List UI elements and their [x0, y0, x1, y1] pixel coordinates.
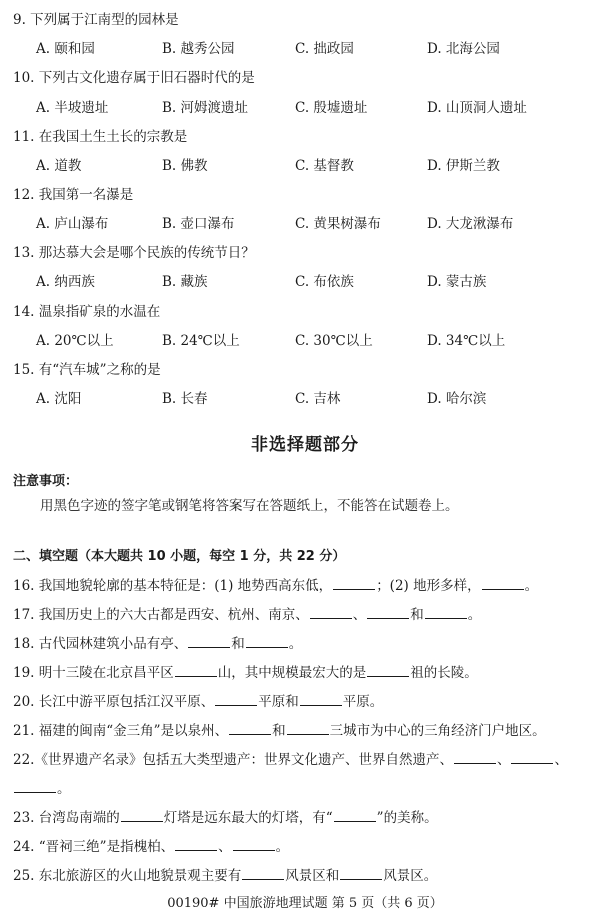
part-title: 二、填空题（本大题共 10 小题，每空 1 分，共 22 分）	[13, 549, 346, 564]
question-text: 。	[467, 607, 482, 623]
answer-blank	[300, 692, 342, 706]
options-row	[36, 99, 596, 117]
answer-blank	[188, 634, 230, 648]
option-a: A. 20℃以上	[36, 333, 114, 349]
question-text: 22.《世界遗产名录》包括五大类型遗产：世界文化遗产、世界自然遗产、	[13, 752, 453, 768]
question-text: 、	[496, 752, 511, 768]
question-21	[13, 721, 546, 740]
question-20	[13, 692, 383, 711]
question-text: 24. “晋祠三绝”是指槐柏、	[13, 839, 175, 855]
answer-blank	[287, 721, 329, 735]
option-a: A. 道教	[36, 158, 82, 174]
option-b: B. 佛教	[162, 158, 208, 174]
question-text: 21. 福建的闽南“金三角”是以泉州、	[13, 723, 229, 739]
option-a: A. 半坡遗址	[36, 100, 109, 116]
question-18	[13, 634, 302, 653]
option-b: B. 藏族	[162, 274, 208, 290]
question-text: 25. 东北旅游区的火山地貌景观主要有	[13, 868, 242, 884]
question-text: 18. 古代园林建筑小品有亭、	[13, 636, 188, 652]
answer-blank	[334, 808, 376, 822]
options-row	[36, 390, 596, 408]
answer-blank	[121, 808, 163, 822]
option-d: D. 北海公园	[427, 41, 500, 57]
question-text: 山，其中规模最宏大的是	[217, 665, 367, 681]
question-text: 、	[218, 839, 232, 855]
option-d: D. 34℃以上	[427, 333, 506, 349]
option-b: B. 24℃以上	[162, 333, 240, 349]
answer-blank	[215, 692, 257, 706]
option-b: B. 壶口瀑布	[162, 216, 235, 232]
question-text: 和	[272, 723, 286, 739]
section-title: 非选择题部分	[251, 435, 359, 455]
answer-blank	[482, 576, 524, 590]
question-text: 灯塔是远东最大的灯塔，有“	[163, 810, 333, 826]
question-text: 、	[554, 752, 568, 768]
option-c: C. 30℃以上	[295, 333, 373, 349]
question-text: ；(2) 地形多样，	[376, 578, 481, 594]
question-19	[13, 663, 478, 682]
question-text: 17. 我国历史上的六大古都是西安、杭州、南京、	[13, 607, 309, 623]
options-row	[36, 332, 596, 350]
option-b: B. 河姆渡遗址	[162, 100, 249, 116]
options-row	[36, 40, 596, 58]
question-text: 祖的长陵。	[410, 665, 478, 681]
question-text: 风景区和	[285, 868, 340, 884]
question-16	[13, 576, 538, 595]
page-footer: 00190# 中国旅游地理试题 第 5 页（共 6 页）	[167, 896, 443, 911]
question-25	[13, 866, 437, 885]
option-c: C. 基督教	[295, 158, 354, 174]
option-a: A. 沈阳	[36, 391, 82, 407]
option-c: C. 殷墟遗址	[295, 100, 368, 116]
options-row	[36, 273, 596, 291]
option-b: B. 越秀公园	[162, 41, 235, 57]
option-c: C. 吉林	[295, 391, 341, 407]
answer-blank	[233, 837, 275, 851]
question-text: 平原和	[258, 694, 299, 710]
question-text: 。	[288, 636, 303, 652]
option-a: A. 颐和园	[36, 41, 95, 57]
option-c: C. 拙政园	[295, 41, 354, 57]
answer-blank	[310, 605, 352, 619]
question-text: 。	[524, 578, 539, 594]
question-text: 20. 长江中游平原包括江汉平原、	[13, 694, 215, 710]
answer-blank	[246, 634, 288, 648]
question-22	[13, 750, 568, 769]
question-text: 。	[275, 839, 290, 855]
option-a: A. 庐山瀑布	[36, 216, 109, 232]
options-row	[36, 157, 596, 175]
question-text: 三城市为中心的三角经济门户地区。	[329, 723, 546, 739]
answer-blank	[367, 663, 409, 677]
question-text: 平原。	[342, 694, 384, 710]
option-c: C. 布依族	[295, 274, 354, 290]
question-22-cont	[13, 779, 71, 798]
answer-blank	[333, 576, 375, 590]
note-body: 用黑色字迹的签字笔或钢笔将答案写在答题纸上，不能答在试题卷上。	[40, 498, 459, 514]
note-title: 注意事项：	[13, 474, 79, 489]
question-23	[13, 808, 438, 827]
question-17	[13, 605, 481, 624]
question-stem: 9. 下列属于江南型的园林是	[13, 12, 179, 28]
question-stem: 12. 我国第一名瀑是	[13, 187, 134, 203]
question-24	[13, 837, 289, 856]
option-d: D. 山顶洞人遗址	[427, 100, 527, 116]
answer-blank	[14, 779, 56, 793]
question-stem: 10. 下列古文化遗存属于旧石器时代的是	[13, 70, 255, 86]
option-d: D. 大龙湫瀑布	[427, 216, 514, 232]
question-text: 和	[410, 607, 424, 623]
answer-blank	[175, 837, 217, 851]
option-d: D. 蒙古族	[427, 274, 487, 290]
answer-blank	[367, 605, 409, 619]
answer-blank	[229, 721, 271, 735]
question-text: ”的美称。	[376, 810, 438, 826]
question-stem: 13. 那达慕大会是哪个民族的传统节日？	[13, 245, 255, 261]
option-c: C. 黄果树瀑布	[295, 216, 381, 232]
question-stem: 14. 温泉指矿泉的水温在	[13, 304, 161, 320]
option-d: D. 伊斯兰教	[427, 158, 500, 174]
option-d: D. 哈尔滨	[427, 391, 487, 407]
answer-blank	[242, 866, 284, 880]
option-b: B. 长春	[162, 391, 208, 407]
question-text: 16. 我国地貌轮廓的基本特征是：(1) 地势西高东低，	[13, 578, 333, 594]
question-text: 、	[352, 607, 367, 623]
question-stem: 15. 有“汽车城”之称的是	[13, 362, 161, 378]
question-stem: 11. 在我国土生土长的宗教是	[13, 129, 188, 145]
question-text: 和	[231, 636, 245, 652]
question-text: 风景区。	[383, 868, 438, 884]
answer-blank	[454, 750, 496, 764]
answer-blank	[340, 866, 382, 880]
question-text: 23. 台湾岛南端的	[13, 810, 120, 826]
answer-blank	[175, 663, 217, 677]
question-text: 19. 明十三陵在北京昌平区	[13, 665, 174, 681]
answer-blank	[425, 605, 467, 619]
question-text: 。	[57, 781, 71, 797]
options-row	[36, 215, 596, 233]
answer-blank	[511, 750, 553, 764]
option-a: A. 纳西族	[36, 274, 95, 290]
